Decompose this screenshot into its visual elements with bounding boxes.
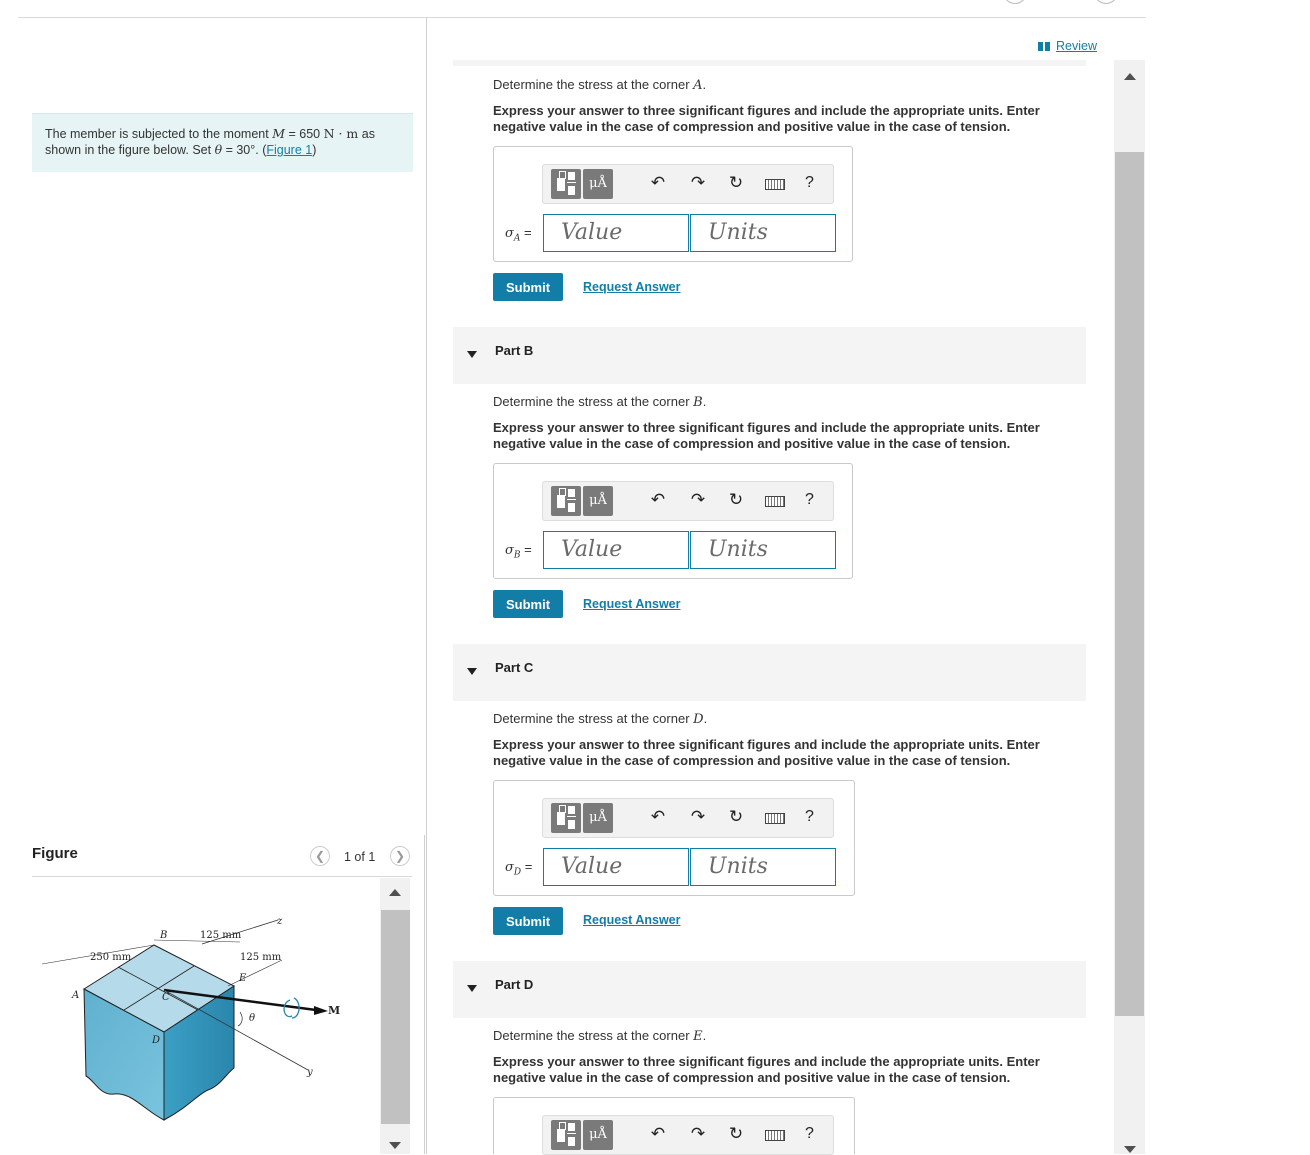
redo-icon[interactable]: ↷ (690, 807, 706, 826)
part-a-answer-box (493, 146, 853, 262)
moment-symbol: M (272, 126, 285, 141)
problem-text-mid: as shown in the figure below. Set (45, 127, 375, 157)
part-c-corner: D (693, 712, 704, 727)
part-c-request-answer-link[interactable]: Request Answer (583, 913, 681, 927)
figure-scrollbar-thumb[interactable] (381, 910, 410, 1124)
book-icon (1038, 42, 1051, 51)
label-A: A (72, 990, 80, 1001)
redo-icon[interactable]: ↷ (690, 490, 706, 509)
label-M: M (328, 1004, 341, 1017)
part-c-title: Part C (495, 660, 534, 675)
part-d-answer-box (493, 1097, 855, 1154)
part-d-question (493, 1028, 706, 1044)
figure-scroll-up-icon[interactable] (389, 889, 401, 896)
caret-down-icon (467, 985, 477, 992)
templates-icon[interactable] (551, 1120, 581, 1150)
part-c-question-suffix: . (703, 711, 708, 726)
undo-icon[interactable]: ↶ (650, 490, 666, 509)
part-c-value-input[interactable]: Value (543, 848, 689, 886)
part-b-instructions: Express your answer to three significant figures and include the appropriate units. Enter negative value in the case of compression and positive value in the case of tension. (493, 420, 1040, 451)
moment-unit: N · m (323, 126, 359, 141)
label-D: D (152, 1035, 161, 1046)
part-a-instructions: Express your answer to three significant figures and include the appropriate units. Enter negative value in the case of compression and positive value in the case of tension. (493, 103, 1040, 134)
part-a-question-suffix: . (702, 77, 707, 92)
part-c-header[interactable] (453, 644, 1086, 701)
part-b-submit-button[interactable]: Submit (493, 590, 563, 618)
part-c-question (493, 711, 707, 727)
member-figure (32, 880, 378, 1154)
part-b-question (493, 394, 706, 410)
part-d-instructions: Express your answer to three significant figures and include the appropriate units. Enter negative value in the case of compression and positive value in the case of tension. (493, 1054, 1040, 1085)
label-theta: θ (249, 1013, 256, 1024)
keyboard-icon[interactable] (765, 179, 785, 190)
part-b-header[interactable] (453, 327, 1086, 384)
review-link[interactable] (1038, 39, 1097, 53)
part-c-units-input[interactable]: Units (690, 848, 836, 886)
figure-header-divider (32, 876, 412, 877)
figure-counter: 1 of 1 (344, 850, 376, 864)
part-b-question-prefix: Determine the stress at the corner (493, 394, 694, 409)
dim-125a-label: 125 mm (200, 930, 242, 941)
label-B: B (160, 930, 168, 941)
keyboard-icon[interactable] (765, 813, 785, 824)
problem-text-close: ) (312, 143, 317, 157)
part-b-value-input[interactable]: Value (543, 531, 689, 569)
part-c-answer-box (493, 780, 855, 896)
main-scroll-up-icon[interactable] (1124, 73, 1136, 80)
reset-icon[interactable]: ↻ (728, 490, 744, 509)
label-C: C (162, 992, 170, 1003)
chevron-right-icon[interactable]: ❯ (390, 846, 410, 866)
part-a-symbol: $\sigma_A$ = (505, 225, 532, 244)
part-d-title: Part D (495, 977, 534, 992)
templates-icon[interactable] (551, 169, 581, 199)
part-d-corner: E (693, 1029, 703, 1044)
units-button[interactable]: μÅ (583, 803, 613, 833)
part-d-question-suffix: . (702, 1028, 707, 1043)
part-c-instructions: Express your answer to three significant figures and include the appropriate units. Enter negative value in the case of compression and positive value in the case of tension. (493, 737, 1040, 768)
part-b-answer-box (493, 463, 853, 579)
redo-icon[interactable]: ↷ (690, 173, 706, 192)
figure-title: Figure (32, 845, 78, 862)
main-scroll-down-icon[interactable] (1124, 1146, 1136, 1153)
part-b-units-input[interactable]: Units (690, 531, 836, 569)
dim-125b-label: 125 mm (240, 952, 282, 963)
part-b-corner: B (693, 395, 703, 410)
redo-icon[interactable]: ↷ (690, 1124, 706, 1143)
undo-icon[interactable]: ↶ (650, 807, 666, 826)
problem-statement (45, 126, 405, 158)
part-a-header-bar (453, 60, 1086, 66)
part-b-request-answer-link[interactable]: Request Answer (583, 597, 681, 611)
keyboard-icon[interactable] (765, 1130, 785, 1141)
problem-text-angle: = 30°. ( (222, 143, 267, 157)
problem-text-prefix: The member is subjected to the moment (45, 127, 273, 141)
chevron-left-icon[interactable]: ❮ (310, 846, 330, 866)
part-a-question (493, 77, 706, 93)
problem-text-eq: = 650 (285, 127, 324, 141)
part-a-submit-button[interactable]: Submit (493, 273, 563, 301)
part-b-question-suffix: . (702, 394, 707, 409)
part-b-symbol: $\sigma_B$ = (505, 542, 532, 561)
top-control-left[interactable] (1003, 0, 1027, 4)
label-y: y (307, 1067, 313, 1078)
part-a-units-input[interactable]: Units (690, 214, 836, 252)
label-E: E (239, 973, 247, 984)
help-icon[interactable]: ? (805, 808, 814, 825)
reset-icon[interactable]: ↻ (728, 807, 744, 826)
part-c-submit-button[interactable]: Submit (493, 907, 563, 935)
theta-symbol: θ (214, 142, 223, 157)
part-a-math-toolbar (542, 164, 834, 204)
caret-down-icon (467, 351, 477, 358)
part-d-question-prefix: Determine the stress at the corner (493, 1028, 694, 1043)
units-button[interactable]: μÅ (583, 486, 613, 516)
templates-icon[interactable] (551, 486, 581, 516)
label-z: z (277, 916, 283, 927)
help-icon[interactable]: ? (805, 174, 814, 191)
help-icon[interactable]: ? (805, 1125, 814, 1142)
part-c-symbol: $\sigma_D$ = (505, 859, 533, 878)
main-scrollbar-thumb[interactable] (1115, 152, 1144, 1016)
review-label: Review (1056, 39, 1097, 53)
top-control-right[interactable] (1094, 0, 1118, 4)
reset-icon[interactable]: ↻ (728, 1124, 744, 1143)
panel-divider[interactable] (426, 18, 427, 1154)
part-a-request-answer-link[interactable]: Request Answer (583, 280, 681, 294)
dim-250-label: 250 mm (90, 952, 132, 963)
part-d-header[interactable] (453, 961, 1086, 1018)
part-c-math-toolbar (542, 798, 834, 838)
figure-panel-border (424, 835, 425, 1154)
part-a-question-prefix: Determine the stress at the corner (493, 77, 694, 92)
part-c-question-prefix: Determine the stress at the corner (493, 711, 694, 726)
part-a-corner: A (693, 78, 703, 93)
keyboard-icon[interactable] (765, 496, 785, 507)
top-divider (18, 17, 1146, 18)
undo-icon[interactable]: ↶ (650, 1124, 666, 1143)
undo-icon[interactable]: ↶ (650, 173, 666, 192)
templates-icon[interactable] (551, 803, 581, 833)
figure-scroll-down-icon[interactable] (389, 1142, 401, 1149)
reset-icon[interactable]: ↻ (728, 173, 744, 192)
part-b-title: Part B (495, 343, 534, 358)
caret-down-icon (467, 668, 477, 675)
units-button[interactable]: μÅ (583, 1120, 613, 1150)
part-a-value-input[interactable]: Value (543, 214, 689, 252)
part-d-math-toolbar (542, 1115, 834, 1155)
part-b-math-toolbar (542, 481, 834, 521)
figure-link[interactable]: Figure 1 (266, 143, 313, 157)
help-icon[interactable]: ? (805, 491, 814, 508)
units-button[interactable]: μÅ (583, 169, 613, 199)
